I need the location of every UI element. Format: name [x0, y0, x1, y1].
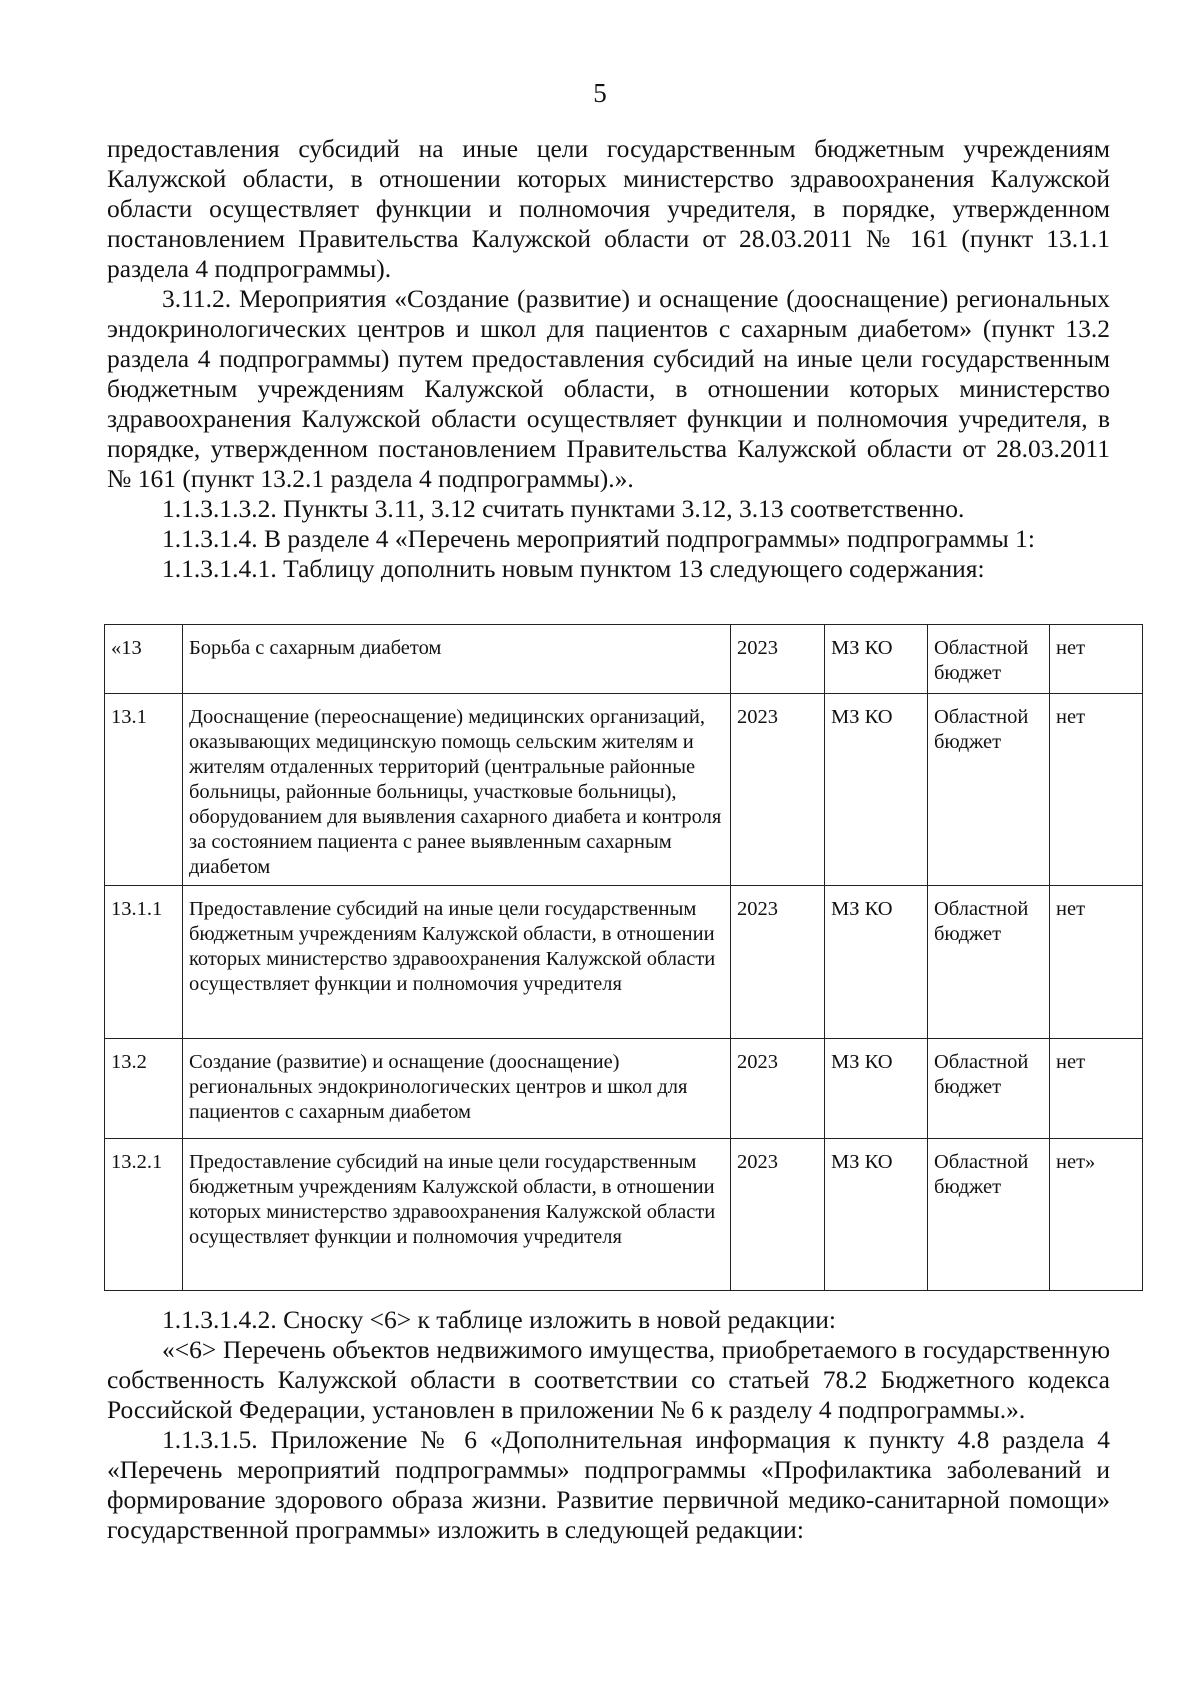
executor: МЗ КО	[825, 886, 928, 1039]
row-number: 13.1	[105, 694, 183, 886]
year: 2023	[731, 1139, 825, 1291]
measures-table	[104, 624, 1143, 1291]
flag: нет	[1050, 694, 1143, 886]
executor: МЗ КО	[825, 625, 928, 694]
funding-source: Областной бюджет	[928, 886, 1050, 1039]
row-number: 13.2	[105, 1039, 183, 1139]
flag: нет	[1050, 625, 1143, 694]
executor: МЗ КО	[825, 694, 928, 886]
paragraph-1-1-3-1-3-2: 1.1.3.1.3.2. Пункты 3.11, 3.12 считать пунктами 3.12, 3.13 соответственно.	[162, 494, 965, 523]
funding-source: Областной бюджет	[928, 694, 1050, 886]
page-number: 5	[593, 78, 607, 108]
table-row	[105, 886, 1143, 1039]
measure-name: Предоставление субсидий на иные цели государственным бюджетным учреждениям Калужской области, в отношении которых министерство здравоохранения Калужской области осуществляет функции и полномочия учредителя	[183, 886, 731, 1039]
funding-source: Областной бюджет	[928, 1139, 1050, 1291]
flag: нет	[1050, 1039, 1143, 1139]
measure-name: Дооснащение (переоснащение) медицинских организаций, оказывающих медицинскую помощь сельским жителям и жителям отдаленных территорий (центральные районные больницы, районные больницы, участковые больницы), оборудованием для выявления сахарного диабета и контроля за состоянием пациента с ранее выявленным сахарным диабетом	[183, 694, 731, 886]
paragraph-continuation: предоставления субсидий на иные цели государственным бюджетным учреждениям Калужской области, в отношении которых министерство здравоохранения Калужской области осуществляет функции и полномочия учредителя, в порядке, утвержденном постановлением Правительства Калужской области от 28.03.2011 № 161 (пункт 13.1.1 раздела 4 подпрограммы).	[107, 134, 1110, 283]
top-text-block	[107, 134, 1110, 584]
paragraph-1-1-3-1-5: 1.1.3.1.5. Приложение № 6 «Дополнительная информация к пункту 4.8 раздела 4 «Перечень мероприятий подпрограммы» подпрограммы «Профилактика заболеваний и формирование здорового образа жизни. Развитие первичной медико-санитарной помощи» государственной программы» изложить в следующей редакции:	[107, 1425, 1110, 1544]
executor: МЗ КО	[825, 1039, 928, 1139]
paragraph-1-1-3-1-4-1: 1.1.3.1.4.1. Таблицу дополнить новым пунктом 13 следующего содержания:	[162, 554, 985, 583]
funding-source: Областной бюджет	[928, 625, 1050, 694]
measure-name: Борьба с сахарным диабетом	[183, 625, 731, 694]
bottom-text-block	[107, 1305, 1110, 1545]
executor: МЗ КО	[825, 1139, 928, 1291]
year: 2023	[731, 886, 825, 1039]
flag: нет»	[1050, 1139, 1143, 1291]
measure-name: Предоставление субсидий на иные цели государственным бюджетным учреждениям Калужской области, в отношении которых министерство здравоохранения Калужской области осуществляет функции и полномочия учредителя	[183, 1139, 731, 1291]
flag: нет	[1050, 886, 1143, 1039]
table-row	[105, 694, 1143, 886]
table-row	[105, 625, 1143, 694]
row-number: 13.2.1	[105, 1139, 183, 1291]
table-row	[105, 1039, 1143, 1139]
paragraph-1-1-3-1-4-2: 1.1.3.1.4.2. Сноску <6> к таблице изложить в новой редакции:	[162, 1305, 836, 1334]
row-number: 13.1.1	[105, 886, 183, 1039]
paragraph-3-11-2: 3.11.2. Мероприятия «Создание (развитие) и оснащение (дооснащение) региональных эндокринологических центров и школ для пациентов с сахарным диабетом» (пункт 13.2 раздела 4 подпрограммы) путем предоставления субсидий на иные цели государственным бюджетным учреждениям Калужской области, в отношении которых министерство здравоохранения Калужской области осуществляет функции и полномочия учредителя, в порядке, утвержденном постановлением Правительства Калужской области от 28.03.2011 № 161 (пункт 13.2.1 раздела 4 подпрограммы).».	[107, 284, 1110, 493]
year: 2023	[731, 625, 825, 694]
year: 2023	[731, 1039, 825, 1139]
footnote-6-text: «<6> Перечень объектов недвижимого имущества, приобретаемого в государственную собственность Калужской области в соответствии со статьей 78.2 Бюджетного кодекса Российской Федерации, установлен в приложении № 6 к разделу 4 подпрограммы.».	[107, 1335, 1110, 1424]
measure-name: Создание (развитие) и оснащение (дооснащение) региональных эндокринологических центров и школ для пациентов с сахарным диабетом	[183, 1039, 731, 1139]
paragraph-1-1-3-1-4: 1.1.3.1.4. В разделе 4 «Перечень мероприятий подпрограммы» подпрограммы 1:	[162, 524, 1035, 553]
table-row	[105, 1139, 1143, 1291]
funding-source: Областной бюджет	[928, 1039, 1050, 1139]
year: 2023	[731, 694, 825, 886]
row-number: «13	[105, 625, 183, 694]
